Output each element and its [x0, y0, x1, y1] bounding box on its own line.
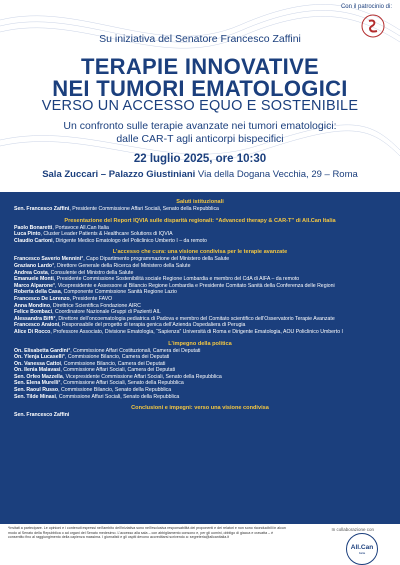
- speaker-row: [14, 296, 386, 303]
- speaker-name: Alice Di Rocco: [14, 328, 51, 335]
- program-panel: [0, 192, 400, 524]
- speaker-row: [14, 206, 386, 213]
- speaker-row: [14, 374, 386, 381]
- section-rows: [0, 412, 400, 419]
- section-title: Saluti istituzionali: [176, 199, 224, 205]
- speaker-role: , Presidente Commissione Affari Sociali, Senato della Repubblica: [69, 206, 219, 212]
- section-rows: [0, 256, 400, 335]
- speaker-name: On. Ilenia Malavasi: [14, 367, 61, 374]
- speaker-role: , Responsabile del progetto di terapia genica dell’Azienda Ospedaliera di Perugia: [59, 322, 246, 329]
- speaker-name: Roberta della Casa: [14, 289, 61, 296]
- speaker-role: *, Direttore dell’oncoematologia pediatrica di Padova e membro del Comitato scientifico dell’Osservatorio Terapie Avanzate: [53, 315, 335, 322]
- speaker-name: Luca Pinto: [14, 231, 41, 238]
- event-date: 22 luglio 2025, ore 10:30: [133, 153, 267, 165]
- speaker-row: [14, 322, 386, 329]
- speaker-role: *, Commissione Bilancio, Camera dei Deputati: [62, 354, 170, 361]
- speaker-name: Sen. Raoul Russo: [14, 387, 59, 394]
- footer: [0, 524, 400, 565]
- speaker-name: Emanuele Monti: [14, 276, 54, 283]
- speaker-name: Andrea Costa: [14, 269, 48, 276]
- speaker-role: , Professore Associato, Divisione Ematologia, “Sapienza” Università di Roma e Dirigente Ematologia, AOU Policlinico Umberto I: [50, 328, 343, 335]
- initiative-line: Su iniziativa del Senatore Francesco Zaffini: [99, 33, 301, 45]
- speaker-row: [14, 380, 386, 387]
- subtitle-line2: dalle CAR-T agli anticorpi bispecifici: [116, 133, 284, 145]
- speaker-row: [14, 329, 386, 336]
- speaker-name: Francesco Saverio Mennini: [14, 256, 82, 263]
- speaker-name: On. Ylenja Lucaselli: [14, 354, 63, 361]
- speaker-name: Francesco De Lorenzo: [14, 295, 70, 302]
- main-title-line1: TERAPIE INNOVATIVE: [80, 54, 320, 79]
- speaker-name: Sen. Tilde Minasi: [14, 393, 56, 400]
- speaker-name: Felice Bombaci: [14, 309, 53, 316]
- main-title-line2: NEI TUMORI EMATOLOGICI: [52, 76, 348, 101]
- section-title: L’impegno della politica: [168, 340, 232, 347]
- speaker-role: , Vicepresidente Commissione Affari Sociali, Senato della Repubblica: [62, 373, 222, 380]
- speaker-row: [14, 270, 386, 277]
- collaboration-label: In collaborazione con: [331, 527, 374, 532]
- speaker-row: [14, 263, 386, 270]
- allcan-logo-text: All.Can: [350, 543, 374, 551]
- main-title-line3: VERSO UN ACCESSO EQUO E SOSTENIBILE: [41, 98, 359, 114]
- speaker-role: , Consulente del Ministro della Salute: [47, 269, 134, 276]
- speaker-row: [14, 238, 386, 245]
- speaker-role: , Presidente Commissione Sostenibilità sociale Regione Lombardia e membro del CdA di AIFA – da remoto: [53, 276, 300, 283]
- speaker-name: On. Vanessa Cattoi: [14, 360, 61, 367]
- section-rows: [0, 225, 400, 245]
- speaker-name: Francesco Araioni: [14, 322, 60, 329]
- venue-address: Via della Dogana Vecchia, 29 – Roma: [195, 169, 358, 180]
- speaker-row: [14, 225, 386, 232]
- speaker-row: [14, 256, 386, 263]
- speaker-role: *, Commissione Affari Costituzionali, Camera dei Deputati: [68, 347, 201, 354]
- section-title: L’accesso che cura: una visione condivisa per le terapie avanzate: [112, 249, 288, 256]
- speaker-row: [14, 394, 386, 401]
- speaker-name: Sen. Francesco Zaffini: [14, 412, 70, 419]
- speaker-name: Sen. Francesco Zaffini: [14, 206, 70, 212]
- speaker-row: [14, 283, 386, 290]
- speaker-row: [14, 354, 386, 361]
- speaker-role: , Componente Commissione Sanità Regione Lazio: [60, 289, 177, 296]
- allcan-logo: [346, 533, 378, 565]
- speaker-name: Alessandra Biffi: [14, 315, 54, 322]
- speaker-role: *, Commissione Affari Sociali, Senato della Repubblica: [58, 380, 184, 387]
- section-rows: [0, 348, 400, 401]
- allcan-logo-sub: Italia: [358, 550, 366, 555]
- speaker-role: , Direttrice Scientifica Fondazione AIRC: [50, 302, 141, 309]
- speaker-role: , Presidente FAVO: [69, 295, 113, 302]
- speaker-name: Sen. Orfeo Mazzella: [14, 373, 63, 380]
- speaker-name: Graziano Lardo: [14, 262, 53, 269]
- speaker-role: *, Direttore Generale della Ricerca del Ministero della Salute: [52, 262, 191, 269]
- speaker-name: On. Elisabetta Gardini: [14, 347, 69, 354]
- speaker-row: [14, 231, 386, 238]
- speaker-row: [14, 367, 386, 374]
- speaker-row: [14, 316, 386, 323]
- speaker-role: , Commissione Bilancio, Senato della Repubblica: [58, 387, 172, 394]
- speaker-role: *, Vicepresidente e Assessore al Bilancio Regione Lombardia e Presidente Comitato Sanità della Conferenza delle Regioni: [53, 282, 335, 289]
- speaker-role: , Cluster Leader Patients & Healthcare Solutions di IQVIA: [40, 231, 173, 238]
- speaker-role: , Portavoce All.Can Italia: [52, 224, 109, 231]
- section-rows: [0, 206, 400, 213]
- speaker-row: [14, 309, 386, 316]
- header-area: [0, 0, 400, 182]
- section-title: Presentazione del Report IQVIA sulle disparità regionali: “Advanced therapy & CAR-T” di All.Can Italia: [64, 217, 336, 224]
- speaker-role: , Commissione Affari Sociali, Camera dei Deputati: [60, 367, 176, 374]
- speaker-name: Sen. Elena Murelli: [14, 380, 59, 387]
- subtitle-line1: Un confronto sulle terapie avanzate nei tumori ematologici:: [63, 120, 337, 132]
- section-title: Conclusioni e impegni: verso una visione condivisa: [131, 405, 269, 412]
- speaker-row: [14, 276, 386, 283]
- speaker-role: , Commissione Affari Sociali, Senato della Repubblica: [56, 393, 180, 400]
- event-venue: [0, 169, 400, 180]
- speaker-role: , Coordinatore Nazionale Gruppi di Pazienti AIL: [52, 309, 161, 316]
- speaker-role: , Dirigente Medico Ematologo del Policlinico Umberto I – da remoto: [52, 237, 207, 244]
- speaker-row: [14, 303, 386, 310]
- speaker-row: [14, 387, 386, 394]
- speaker-name: Marco Alparone: [14, 282, 54, 289]
- speaker-name: Anna Mondino: [14, 302, 51, 309]
- speaker-name: Claudio Cartoni: [14, 237, 53, 244]
- speaker-row: [14, 412, 386, 419]
- speaker-row: [14, 289, 386, 296]
- speaker-row: [14, 361, 386, 368]
- speaker-name: Paolo Bonaretti: [14, 224, 53, 231]
- speaker-role: , Commissione Bilancio, Camera dei Deputati: [61, 360, 166, 367]
- patronage-label: Con il patrocinio di:: [340, 4, 392, 10]
- venue-name: Sala Zuccari – Palazzo Giustiniani: [42, 169, 196, 180]
- disclaimer-note: *Invitati a partecipare. Le opinioni e i contenuti espressi nell’ambito dell’iniziativa sono nell’esclusiva responsabilità dei proponenti e dei relatori e non sono riconducibili in alcun modo al Senato della Repubblica o ad organi del Senato medesimo. L’accesso alla sala – con abbigliamento consono e, per gli uomini, obbligo di giacca e cravatta – è consentito fino al raggiungimento della capienza massima. I giornalisti e gli ospiti devono accreditarsi scrivendo a: segreteria@allcanitalia.it: [8, 526, 286, 540]
- speaker-role: *, Capo Dipartimento programmazione del Ministero della Salute: [81, 256, 230, 263]
- speaker-row: [14, 348, 386, 355]
